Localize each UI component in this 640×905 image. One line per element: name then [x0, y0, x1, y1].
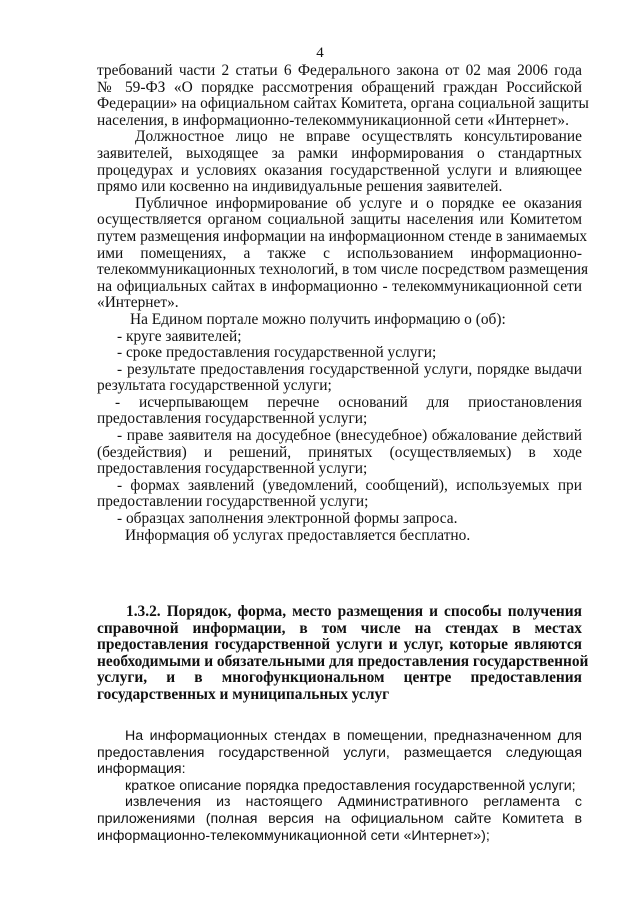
- heading-line: предоставления государственной услуги и услуг, которые являются: [97, 636, 582, 654]
- text-line: На информационных стендах в помещении, предназначенном для: [125, 728, 582, 744]
- text-line: № 59-ФЗ «О порядке рассмотрения обращений граждан Российской: [97, 78, 582, 96]
- heading-line: справочной информации, в том числе на стендах в местах: [97, 619, 582, 637]
- heading-line: 1.3.2. Порядок, форма, место размещения и способы получения: [126, 603, 582, 620]
- list-item: предоставления государственной услуги;: [97, 410, 368, 428]
- list-item: (бездействия) и решений, принятых (осуществляемых) в ходе: [97, 443, 582, 461]
- text-line: извлечения из настоящего Административного регламента с: [125, 794, 582, 811]
- body-text-section-2: [97, 728, 582, 844]
- text-line: приложениями (полная версия на официальном сайте Комитета в: [97, 810, 582, 827]
- text-line: краткое описание порядка предоставления государственной услуги;: [125, 777, 576, 794]
- list-item: предоставлении государственной услуги;: [97, 493, 369, 511]
- text-line: Федерации» на официальном сайтах Комитета, органа социальной защиты: [97, 95, 589, 113]
- section-heading: [97, 603, 589, 704]
- text-line: На Едином портале можно получить информацию о (об):: [130, 310, 506, 328]
- heading-line: государственных и муниципальных услуг: [97, 685, 390, 703]
- heading-line: необходимыми и обязательными для предоставления государственной: [97, 652, 589, 670]
- list-item: - сроке предоставления государственной услуги;: [117, 344, 437, 362]
- text-line: заявителей, выходящее за рамки информирования о стандартных: [97, 144, 582, 162]
- text-line: осуществляется органом социальной защиты населения или Комитетом: [97, 211, 582, 229]
- text-line: требований части 2 статьи 6 Федерального закона от 02 мая 2006 года: [97, 62, 582, 79]
- text-line: ими помещениях, а также с использованием информационно-: [97, 244, 582, 262]
- text-line: информация:: [97, 761, 186, 778]
- list-item: результата государственной услуги;: [97, 377, 332, 395]
- text-line: путем размещения информации на информационном стенде в занимаемых: [97, 227, 588, 245]
- text-line: Должностное лицо не вправе осуществлять консультирование: [135, 128, 582, 146]
- text-line: прямо или косвенно на индивидуальные решения заявителей.: [97, 178, 503, 196]
- heading-line: услуги, и в многофункциональном центре предоставления: [97, 669, 582, 687]
- text-line: Публичное информирование об услуге и о порядке ее оказания: [135, 194, 582, 212]
- text-line: информационно-телекоммуникационной сети «Интернет»);: [97, 827, 490, 844]
- list-item: - праве заявителя на досудебное (внесудебное) обжалование действий: [117, 427, 582, 445]
- list-item: - результате предоставления государственной услуги, порядке выдачи: [117, 360, 582, 378]
- list-item: - формах заявлений (уведомлений, сообщений), используемых при: [117, 476, 582, 494]
- list-item: - исчерпывающем перечне оснований для приостановления: [115, 393, 582, 411]
- text-line: на официальных сайтах в информационно - телекоммуникационной сети: [97, 277, 582, 295]
- text-line: населения, в информационно-телекоммуникационной сети «Интернет».: [97, 111, 569, 129]
- page-number: 4: [316, 45, 324, 61]
- list-item: предоставления государственной услуги;: [97, 460, 368, 478]
- list-item: - круге заявителей;: [117, 327, 242, 345]
- body-text-section-1: [97, 62, 589, 544]
- list-item: - образцах заполнения электронной формы запроса.: [117, 510, 458, 528]
- text-line: предоставления государственной услуги, размещается следующая: [97, 744, 582, 761]
- text-line: процедурах и условиях оказания государственной услуги и влияющее: [97, 161, 582, 179]
- text-line: телекоммуникационных технологий, в том числе посредством размещения: [97, 261, 589, 279]
- text-line: Информация об услугах предоставляется бесплатно.: [125, 526, 471, 544]
- text-line: «Интернет».: [97, 294, 179, 312]
